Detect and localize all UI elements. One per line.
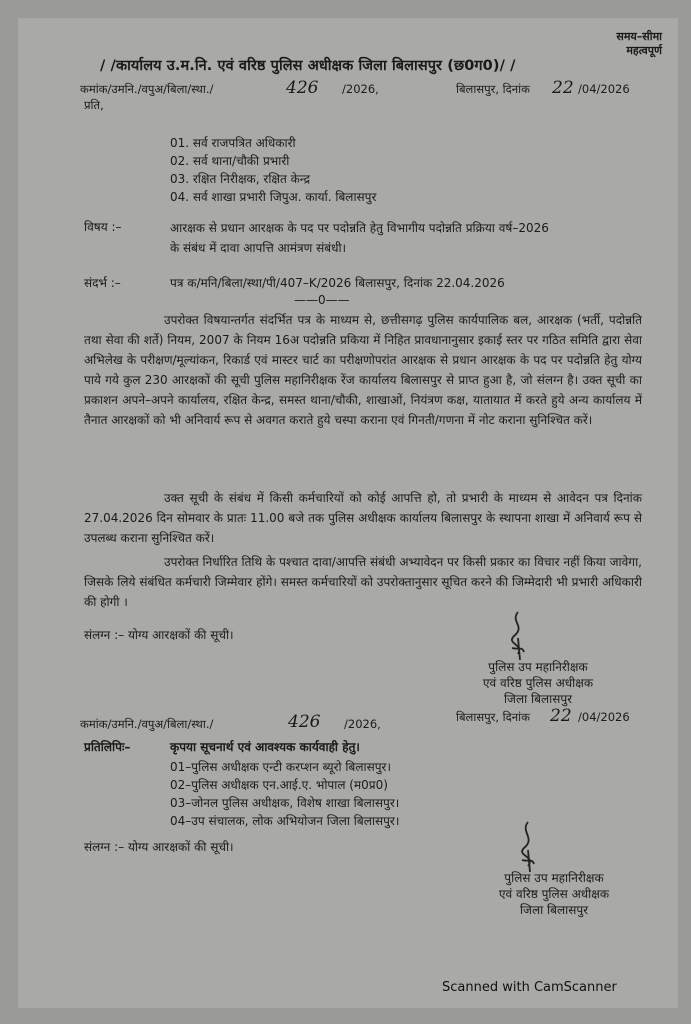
sig1-line2: एवं वरिष्ठ पुलिस अधीक्षक [482,676,594,690]
ref-month-year: /04/2026 [578,82,630,96]
recipient-item: 02. सर्व थाना/चौकी प्रभारी [170,154,290,168]
sig2-line1: पुलिस उप महानिरीक्षक [504,871,604,885]
body-paragraph-1: उपरोक्त विषयान्तर्गत संदर्भित पत्र के माध्यम से, छत्तीसगढ़ पुलिस कार्यपालिक बल, आरक्षक (भर्ती, पदोन्नति तथा सेवा की शर्ते) नियम, 2007 के नियम 16अ पदोन्नति प्रकिया में निहित प्रावधानानुसार इकाई स्तर पर गठित समिति द्वारा सेवा अभिलेख के परीक्षण/मूल्यांकन, रिकार्ड एवं मास्टर चार्ट का परीक्षणोपरांत आरक्षक से प्रधान आरक्षक के पद पर पदोन्नति हेतु योग्य पाये गये कुल 230 आरक्षकों की सूची पुलिस महानिरीक्षक रेंज कार्यालय बिलासपुर से प्राप्त हुआ है, जो संलग्न है। उक्त सूची का प्रकाशन अपने–अपने कार्यालय, रक्षित केन्द्र, समस्त थाना/चौकी, शाखाओं, नियंत्रण कक्ष, यातायात में करते हुये अन्य कार्यालय में तैनात आरक्षकों को भी अनिवार्य रूप से अवगत कराते हुये चस्पा कराना एवं गिनती/गणना में नोट कराना सुनिश्चित करें। [84,313,642,427]
ref-day-handwritten: 22 [552,78,574,98]
signature-1-scribble [500,608,536,662]
ref2-year: /2026, [344,717,381,731]
sig2-line2: एवं वरिष्ठ पुलिस अधीक्षक [498,887,610,901]
subject-line1: आरक्षक से प्रधान आरक्षक के पद पर पदोन्नति हेतु विभागीय पदोन्नति प्रक्रिया वर्ष–2026 [170,221,549,235]
sig1-line1: पुलिस उप महानिरीक्षक [488,660,588,674]
signature-block-1 [438,659,638,707]
sig2-line3: जिला बिलासपुर [519,903,589,917]
recipient-list [170,134,376,206]
copy-to-item: 03–जोनल पुलिस अधीक्षक, विशेष शाखा बिलासपुर। [170,796,400,810]
office-title: / /कार्यालय उ.म.नि. एवं वरिष्ठ पुलिस अधीक्षक जिला बिलासपुर (छ0ग0)/ / [100,58,516,74]
recipient-item: 04. सर्व शाखा प्रभारी जिपुअ. कार्या. बिलासपुर [170,190,377,204]
separator: ——0—— [294,293,350,307]
ref-place-date: बिलासपुर, दिनांक [456,82,530,96]
subject-line2: के संबंध में दावा आपत्ति आमंत्रण संबंधी। [170,241,347,255]
enclosure-note-2: संलग्न :– योग्य आरक्षकों की सूची। [84,840,234,854]
prati-label: प्रति, [84,98,104,112]
scanner-footer: Scanned with CamScanner [442,980,617,995]
subject-text [170,218,549,258]
document-page [18,18,678,1008]
recipient-item: 01. सर्व राजपत्रित अधिकारी [170,136,296,150]
copy-to-heading: कृपया सूचनार्थ एवं आवश्यक कार्यवाही हेतु। [170,740,360,754]
signature-block-2 [454,870,654,918]
sig1-day-handwritten: 22 [550,706,572,726]
recipient-item: 03. रक्षित निरीक्षक, रक्षित केन्द्र [170,172,310,186]
priority-label [616,30,662,58]
copy-to-item: 04–उप संचालक, लोक अभियोजन जिला बिलासपुर। [170,814,400,828]
body-paragraph-3: उपरोक्त निर्धारित तिथि के पश्चात दावा/आपत्ति संबंधी अभ्यावेदन पर किसी प्रकार का विचार नहीं किया जावेगा, जिसके लिये संबंधित कर्मचारी जिम्मेवार होंगे। समस्त कर्मचारियों को उपरोक्तानुसार सूचित करने की जिम्मेदारी भी प्रभारी अधिकारी की होगी । [84,555,642,609]
copy-to-item: 01–पुलिस अधीक्षक एन्टी करप्शन ब्यूरो बिलासपुर। [170,760,392,774]
copy-to-item: 02–पुलिस अधीक्षक एन.आई.ए. भोपाल (म0प्र0) [170,778,388,792]
sig1-month-year: /04/2026 [578,710,630,724]
reference-label: संदर्भ :– [84,276,121,290]
ref2-number-handwritten: 426 [288,712,321,732]
ref-number-handwritten: 426 [286,78,319,98]
signature-2-scribble [508,818,548,874]
sig1-line3: जिला बिलासपुर [503,692,573,706]
ref2-prefix: कमांक/उमनि./वपुअ/बिला/स्था./ [80,717,214,731]
subject-label: विषय :– [84,220,122,234]
copy-to-label: प्रतिलिपिः– [84,740,131,754]
ref-prefix: कमांक/उमनि./वपुअ/बिला/स्था./ [80,82,214,96]
ref-year: /2026, [342,82,379,96]
reference-number-line [80,82,213,97]
sig1-date-prefix: बिलासपुर, दिनांक [456,710,530,724]
copy-to-list [170,758,399,830]
reference-text: पत्र क/मनि/बिला/स्था/पी/407–K/2026 बिलासपुर, दिनांक 22.04.2026 [170,276,505,290]
body-paragraph-2: उक्त सूची के संबंध में किसी कर्मचारियों को कोई आपत्ति हो, तो प्रभारी के माध्यम से आवेदन पत्र दिनांक 27.04.2026 दिन सोमवार के प्रातः 11.00 बजे तक पुलिस अधीक्षक कार्यालय बिलासपुर के स्थापना शाखा में अनिवार्य रूप से उपलब्ध कराना सुनिश्चित करें। [84,491,642,545]
priority-label-line1: समय–सीमा [616,30,662,43]
enclosure-note: संलग्न :– योग्य आरक्षकों की सूची। [84,628,234,642]
priority-label-line2: महत्वपूर्ण [626,44,662,57]
